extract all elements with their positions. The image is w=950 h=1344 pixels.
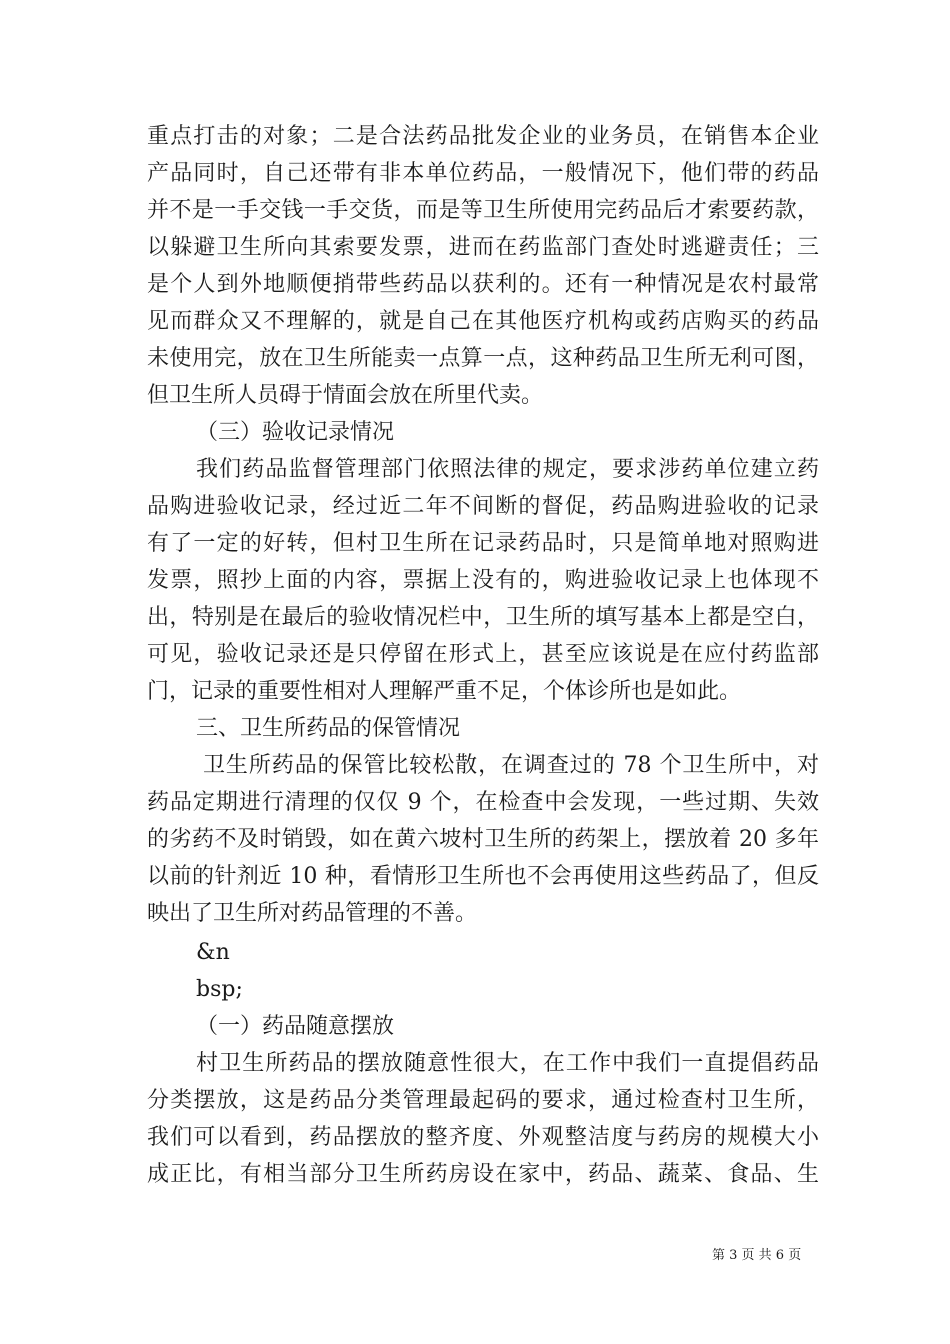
paragraph-line: 我们药品监督管理部门依照法律的规定，要求涉药单位建立药 [196, 457, 819, 482]
paragraph-line: 以前的针剂近 10 种，看情形卫生所也不会再使用这些药品了，但反 [147, 864, 819, 889]
paragraph-line: 出，特别是在最后的验收情况栏中，卫生所的填写基本上都是空白， [147, 605, 819, 630]
paragraph-line: 成正比，有相当部分卫生所药房设在家中，药品、蔬菜、食品、生 [147, 1162, 819, 1187]
paragraph-line: 映出了卫生所对药品管理的不善。 [147, 901, 478, 926]
text-artifact: bsp; [196, 977, 243, 1002]
section-heading: （三）验收记录情况 [196, 420, 395, 445]
section-heading: 三、卫生所药品的保管情况 [196, 716, 461, 741]
paragraph-line: 并不是一手交钱一手交货，而是等卫生所使用完药品后才索要药款， [147, 198, 819, 223]
paragraph-line: 是个人到外地顺便捎带些药品以获利的。还有一种情况是农村最常 [147, 272, 819, 297]
paragraph-line: 分类摆放，这是药品分类管理最起码的要求，通过检查村卫生所， [147, 1088, 819, 1113]
paragraph-line: 村卫生所药品的摆放随意性很大，在工作中我们一直提倡药品 [196, 1051, 819, 1076]
paragraph-line: 产品同时，自己还带有非本单位药品，一般情况下，他们带的药品 [147, 161, 819, 186]
paragraph-line: 我们可以看到，药品摆放的整齐度、外观整洁度与药房的规模大小 [147, 1125, 819, 1150]
text-artifact: &n [196, 940, 230, 965]
paragraph-line: 的劣药不及时销毁，如在黄六坡村卫生所的药架上，摆放着 20 多年 [147, 827, 819, 852]
section-heading: （一）药品随意摆放 [196, 1014, 395, 1039]
paragraph-line: 有了一定的好转，但村卫生所在记录药品时，只是简单地对照购进 [147, 531, 819, 556]
paragraph-line: 但卫生所人员碍于情面会放在所里代卖。 [147, 383, 544, 408]
paragraph-line: 门，记录的重要性相对人理解严重不足，个体诊所也是如此。 [147, 679, 742, 704]
paragraph-line: 以躲避卫生所向其索要发票，进而在药监部门查处时逃避责任；三 [147, 235, 819, 260]
paragraph-line: 重点打击的对象；二是合法药品批发企业的业务员，在销售本企业 [147, 124, 819, 149]
paragraph-line: 见而群众又不理解的，就是自己在其他医疗机构或药店购买的药品 [147, 309, 819, 334]
page-number: 第 3 页 共 6 页 [712, 1248, 802, 1263]
paragraph-line: 未使用完，放在卫生所能卖一点算一点，这种药品卫生所无利可图， [147, 346, 819, 371]
paragraph-line: 品购进验收记录，经过近二年不间断的督促，药品购进验收的记录 [147, 494, 819, 519]
paragraph-line: 药品定期进行清理的仅仅 9 个，在检查中会发现，一些过期、失效 [147, 790, 819, 815]
paragraph-line: 可见，验收记录还是只停留在形式上，甚至应该说是在应付药监部 [147, 642, 819, 667]
paragraph-line: 卫生所药品的保管比较松散，在调查过的 78 个卫生所中，对 [203, 753, 819, 778]
paragraph-line: 发票，照抄上面的内容，票据上没有的，购进验收记录上也体现不 [147, 568, 819, 593]
